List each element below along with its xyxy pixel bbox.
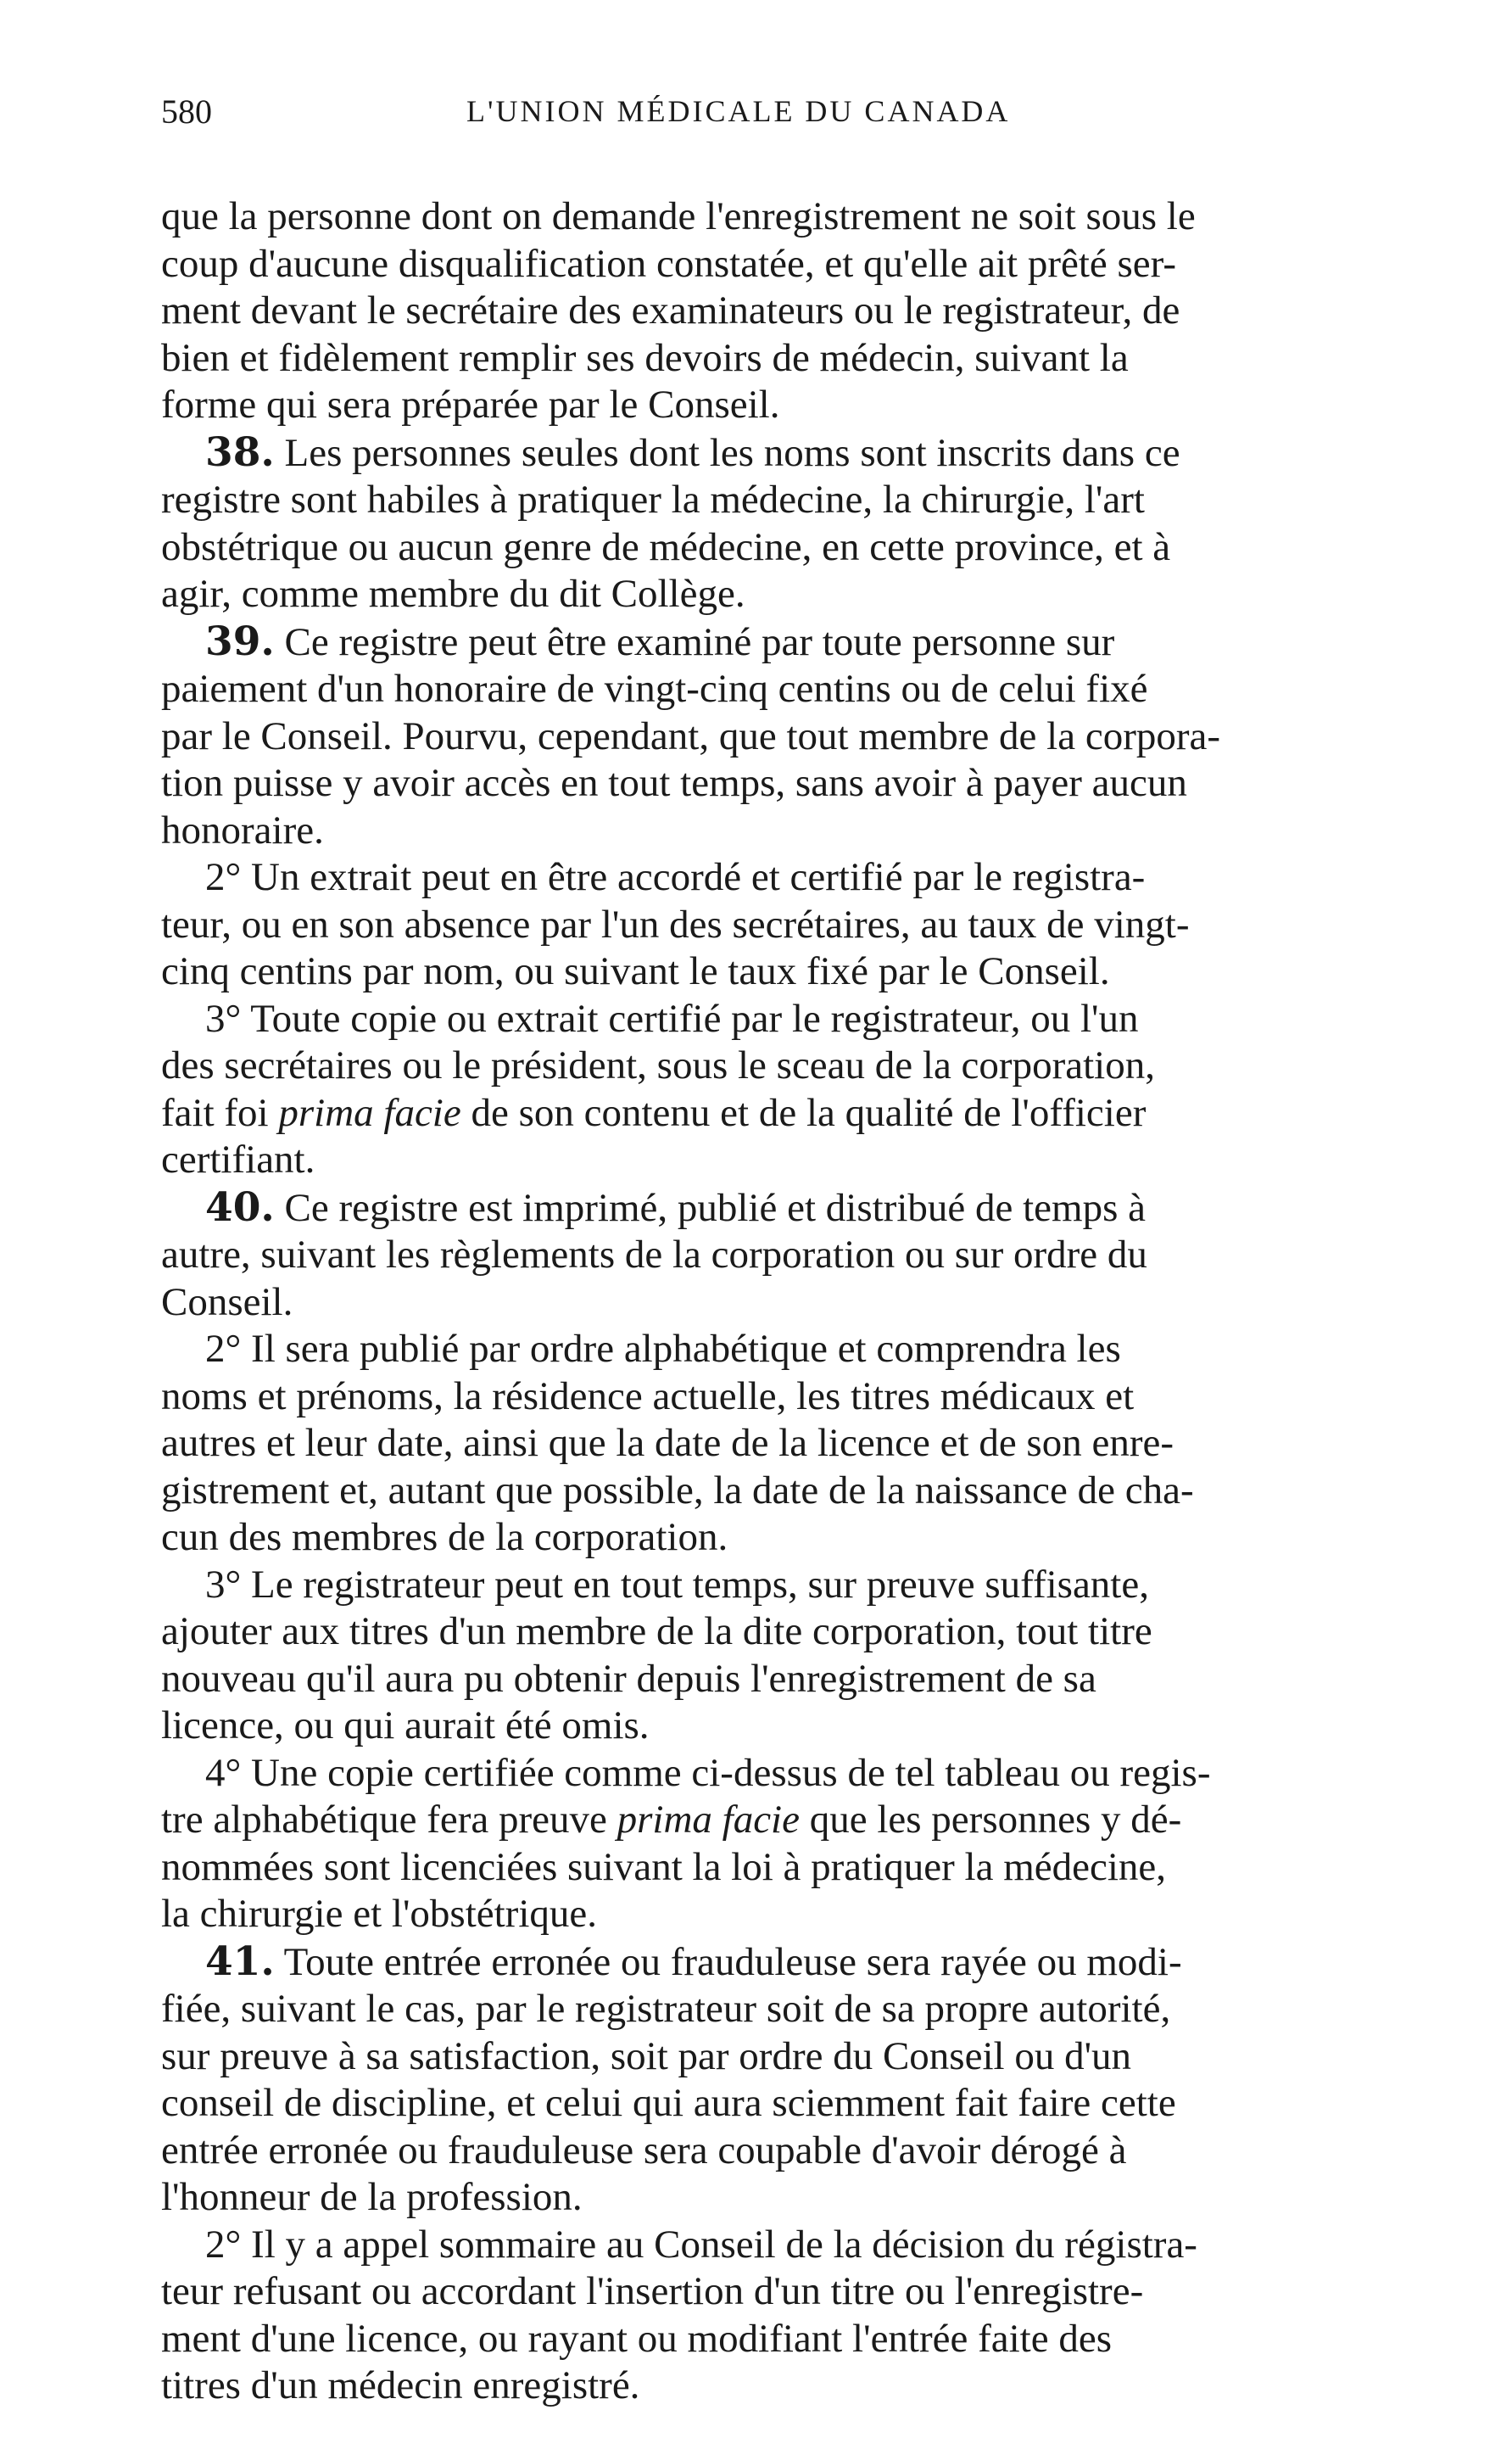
text-line: 41. Toute entrée erronée ou frauduleuse sera rayée ou modi-: [205, 1937, 1182, 1985]
running-head: L'UNION MÉDICALE DU CANADA: [466, 94, 1011, 128]
body-text: [161, 193, 1509, 2410]
text-line: honoraire.: [161, 808, 324, 853]
text-line: 4° Une copie certifiée comme ci-dessus de tel tableau ou regis-: [205, 1750, 1211, 1795]
text-line: licence, ou qui aurait été omis.: [161, 1703, 650, 1747]
text-line: l'honneur de la profession.: [161, 2175, 583, 2219]
text-line: cinq centins par nom, ou suivant le taux fixé par le Conseil.: [161, 949, 1110, 993]
text-line: autre, suivant les règlements de la corporation ou sur ordre du: [161, 1233, 1147, 1277]
text-line: nommées sont licenciées suivant la loi à pratiquer la médecine,: [161, 1844, 1167, 1889]
text-line: ment d'une licence, ou rayant ou modifiant l'entrée faite des: [161, 2316, 1113, 2361]
text-line: paiement d'un honoraire de vingt-cinq centins ou de celui fixé: [161, 667, 1148, 711]
text-line: par le Conseil. Pourvu, cependant, que tout membre de la corpora-: [161, 713, 1221, 758]
paragraph: [161, 854, 1509, 996]
paragraph: [161, 193, 1509, 429]
text-line: tion puisse y avoir accès en tout temps, sans avoir à payer aucun: [161, 761, 1187, 805]
text-line: sur preuve à sa satisfaction, soit par ordre du Conseil ou d'un: [161, 2033, 1132, 2078]
text-line: entrée erronée ou frauduleuse sera coupable d'avoir dérogé à: [161, 2127, 1127, 2172]
article-number: 39.: [205, 618, 275, 665]
text-line: cun des membres de la corporation.: [161, 1515, 728, 1559]
text-line: nouveau qu'il aura pu obtenir depuis l'enregistrement de sa: [161, 1656, 1096, 1701]
paragraph: [161, 1750, 1509, 1938]
text-line: 2° Il y a appel sommaire au Conseil de la décision du régistra-: [205, 2222, 1197, 2267]
text-line: conseil de discipline, et celui qui aura sciemment fait faire cette: [161, 2081, 1176, 2125]
italic-phrase: prima facie: [278, 1090, 461, 1135]
paragraph: [161, 429, 1509, 618]
paragraph: [161, 996, 1509, 1184]
text-line: bien et fidèlement remplir ses devoirs de médecin, suivant la: [161, 335, 1129, 380]
text-line: registre sont habiles à pratiquer la médecine, la chirurgie, l'art: [161, 478, 1145, 522]
text-line: ajouter aux titres d'un membre de la dite corporation, tout titre: [161, 1609, 1152, 1653]
text-line: des secrétaires ou le président, sous le sceau de la corporation,: [161, 1043, 1155, 1088]
text-line: la chirurgie et l'obstétrique.: [161, 1892, 597, 1936]
text-line: 3° Toute copie ou extrait certifié par le registrateur, ou l'un: [205, 996, 1139, 1041]
paragraph: [161, 1562, 1509, 1750]
text-line: autres et leur date, ainsi que la date de la licence et de son enre-: [161, 1421, 1174, 1465]
text-line: forme qui sera préparée par le Conseil.: [161, 383, 780, 427]
text-line: Conseil.: [161, 1279, 293, 1324]
text-line: tre alphabétique fera preuve prima facie que les personnes y dé-: [161, 1798, 1182, 1842]
text-line: que la personne dont on demande l'enregistrement ne soit sous le: [161, 194, 1196, 238]
text-line: 3° Le registrateur peut en tout temps, sur preuve suffisante,: [205, 1562, 1149, 1607]
text-line: obstétrique ou aucun genre de médecine, en cette province, et à: [161, 524, 1171, 569]
paragraph: [161, 2222, 1509, 2410]
text-line: fiée, suivant le cas, par le registrateur soit de sa propre autorité,: [161, 1987, 1171, 2031]
text-line: ment devant le secrétaire des examinateurs ou le registrateur, de: [161, 288, 1180, 333]
article-number: 40.: [205, 1183, 275, 1231]
paragraph: [161, 1938, 1509, 2222]
text-line: certifiant.: [161, 1138, 315, 1182]
text-line: 38. Les personnes seules dont les noms sont inscrits dans ce: [205, 428, 1180, 476]
text-line: gistrement et, autant que possible, la date de la naissance de cha-: [161, 1468, 1194, 1512]
page-header: [161, 92, 1187, 143]
text-line: 2° Il sera publié par ordre alphabétique et comprendra les: [205, 1327, 1121, 1371]
text-line: teur, ou en son absence par l'un des secrétaires, au taux de vingt-: [161, 902, 1190, 947]
paragraph: [161, 1184, 1509, 1327]
text-line: 39. Ce registre peut être examiné par toute personne sur: [205, 618, 1115, 665]
text-line: 40. Ce registre est imprimé, publié et distribué de temps à: [205, 1183, 1146, 1231]
paragraph: [161, 1326, 1509, 1562]
page-number: 580: [161, 92, 212, 131]
text-line: teur refusant ou accordant l'insertion d'un titre ou l'enregistre-: [161, 2269, 1144, 2313]
text-line: agir, comme membre du dit Collège.: [161, 572, 745, 616]
text-line: fait foi prima facie de son contenu et de la qualité de l'officier: [161, 1090, 1147, 1135]
text-line: coup d'aucune disqualification constatée, et qu'elle ait prêté ser-: [161, 241, 1177, 286]
italic-phrase: prima facie: [617, 1798, 800, 1842]
article-number: 41.: [205, 1937, 275, 1985]
text-line: noms et prénoms, la résidence actuelle, les titres médicaux et: [161, 1373, 1135, 1418]
paragraph: [161, 618, 1509, 855]
article-number: 38.: [205, 428, 275, 476]
text-line: titres d'un médecin enregistré.: [161, 2363, 640, 2407]
text-line: 2° Un extrait peut en être accordé et certifié par le registra-: [205, 855, 1146, 899]
